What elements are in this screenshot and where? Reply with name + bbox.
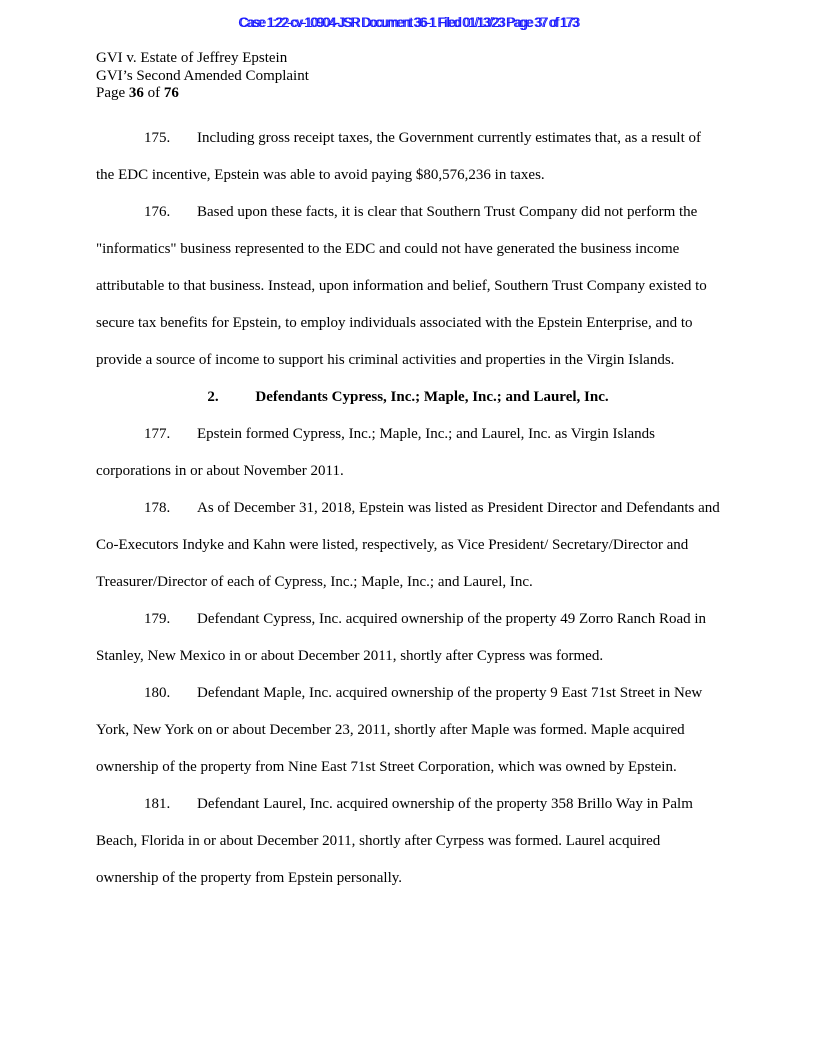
paragraph-number: 178. [144,500,171,516]
heading-number: 2. [207,389,219,405]
paragraph-number: 176. [144,204,171,220]
paragraph-178 [96,490,720,601]
caption-document-title: GVI’s Second Amended Complaint [96,67,309,84]
paragraph-number: 180. [144,685,171,701]
page-total: 76 [163,85,179,101]
caption-case-title: GVI v. Estate of Jeffrey Epstein [96,50,288,66]
paragraph-text: As of December 31, 2018, Epstein was listed as President Director and Defendants and Co-Executors Indyke and Kahn were listed, respectively, as Vice President/ Secretary/Director and Treasurer/Director of each of Cypress, Inc.; Maple, Inc.; and Laurel, Inc. [96,500,720,590]
paragraph-number: 175. [144,130,171,146]
paragraph-177 [96,416,720,490]
page-prefix: Page [96,85,129,101]
paragraph-text: Including gross receipt taxes, the Government currently estimates that, as a result of the EDC incentive, Epstein was able to avoid paying $80,576,236 in taxes. [96,130,702,183]
document-body [96,120,720,897]
paragraph-text: Defendant Maple, Inc. acquired ownership of the property 9 East 71st Street in New York, New York on or about December 23, 2011, shortly after Maple was formed. Maple acquired ownership of the property from Nine East 71st Street Corporation, which was owned by Epstein. [96,685,703,775]
paragraph-text: Defendant Laurel, Inc. acquired ownership of the property 358 Brillo Way in Palm Beach, Florida in or about December 2011, shortly after Cyrpess was formed. Laurel acquired ownership of the property from Epstein personally. [96,796,693,886]
paragraph-180 [96,675,720,786]
paragraph-text: Epstein formed Cypress, Inc.; Maple, Inc.; and Laurel, Inc. as Virgin Islands corporations in or about November 2011. [96,426,656,479]
paragraph-175 [96,120,720,194]
document-caption [96,50,309,103]
paragraph-181 [96,786,720,897]
paragraph-number: 177. [144,426,171,442]
heading-text: Defendants Cypress, Inc.; Maple, Inc.; and Laurel, Inc. [255,389,609,405]
paragraph-text: Based upon these facts, it is clear that Southern Trust Company did not perform the "informatics" business represented to the EDC and could not have generated the business income attributable to that business. Instead, upon information and belief, Southern Trust Company existed to secure tax benefits for Epstein, to employ individuals associated with the Epstein Enterprise, and to provide a source of income to support his criminal activities and properties in the Virgin Islands. [96,204,707,368]
caption-page-number [96,85,309,103]
paragraph-179 [96,601,720,675]
paragraph-176 [96,194,720,379]
section-heading [96,379,720,416]
court-filing-stamp: Case 1:22-cv-10904-JSR Document 36-1 Filed 01/13/23 Page 37 of 173 [238,14,578,30]
page-of: of [143,85,164,101]
page-num: 36 [128,85,144,101]
paragraph-number: 181. [144,796,171,812]
paragraph-number: 179. [144,611,171,627]
paragraph-text: Defendant Cypress, Inc. acquired ownership of the property 49 Zorro Ranch Road in Stanley, New Mexico in or about December 2011, shortly after Cypress was formed. [96,611,707,664]
